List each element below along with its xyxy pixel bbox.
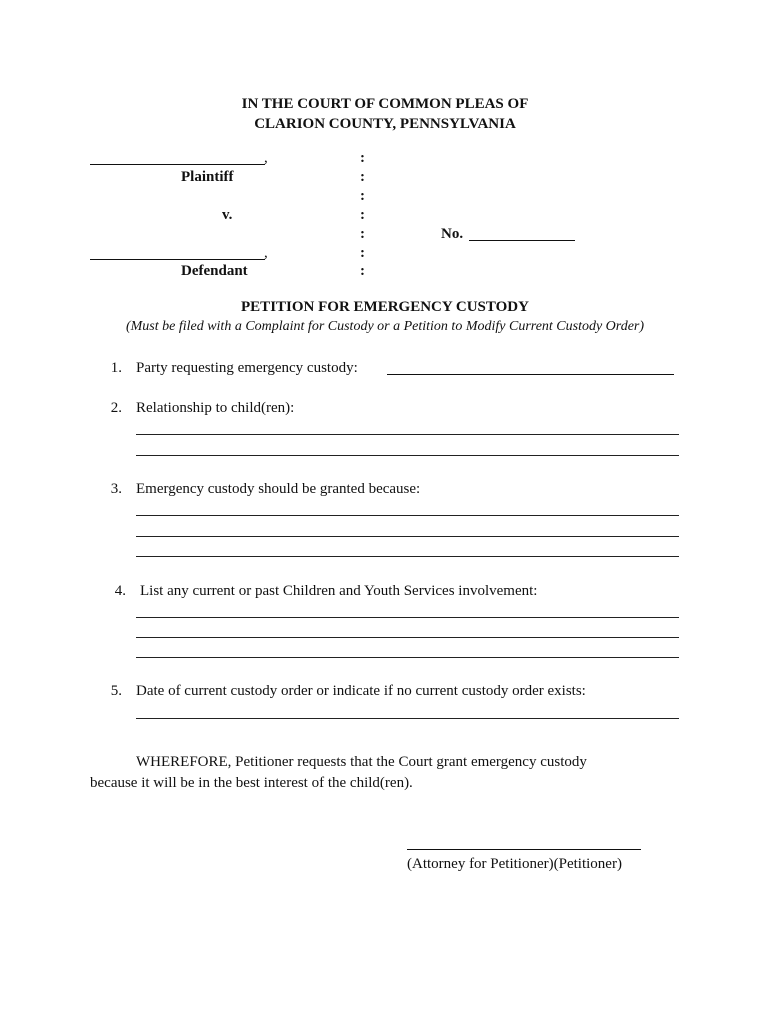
plaintiff-label: Plaintiff [181, 169, 234, 185]
signature-label: (Attorney for Petitioner)(Petitioner) [407, 856, 622, 872]
defendant-name-field[interactable] [90, 259, 265, 260]
grounds-answer-line[interactable] [136, 556, 679, 557]
cys-involvement-answer-line[interactable] [136, 617, 679, 618]
court-heading-line-2: CLARION COUNTY, PENNSYLVANIA [254, 116, 516, 132]
wherefore-line-1: WHEREFORE, Petitioner requests that the Court grant emergency custody [136, 754, 587, 770]
caption-colon: : [360, 150, 365, 166]
caption-colon: : [360, 245, 365, 261]
custody-order-date-answer-line[interactable] [136, 718, 679, 719]
party-requesting-field[interactable] [387, 374, 674, 375]
caption-colon: : [360, 207, 365, 223]
caption-colon: : [360, 226, 365, 242]
question-text: Relationship to child(ren): [136, 400, 295, 416]
petition-subtitle: (Must be filed with a Complaint for Custody or a Petition to Modify Current Custody Order) [125, 319, 645, 334]
defendant-label: Defendant [181, 263, 248, 279]
question-text: Party requesting emergency custody: [136, 360, 358, 376]
petition-title: PETITION FOR EMERGENCY CUSTODY [241, 299, 529, 315]
versus-label: v. [222, 207, 233, 223]
wherefore-line-2: because it will be in the best interest of the child(ren). [90, 775, 413, 791]
court-heading [0, 94, 770, 134]
grounds-answer-line[interactable] [136, 515, 679, 516]
question-number: 3. [110, 481, 122, 497]
defendant-comma: , [264, 245, 268, 261]
plaintiff-name-field[interactable] [90, 164, 265, 165]
cys-involvement-answer-line[interactable] [136, 657, 679, 658]
question-number: 1. [110, 360, 122, 376]
question-text: Emergency custody should be granted because: [136, 481, 421, 497]
caption-colon: : [360, 188, 365, 204]
caption-colon: : [360, 263, 365, 279]
relationship-answer-line[interactable] [136, 434, 679, 435]
case-number-label: No. [441, 226, 464, 242]
question-text: Date of current custody order or indicate if no current custody order exists: [136, 683, 586, 699]
relationship-answer-line[interactable] [136, 455, 679, 456]
signature-line[interactable] [407, 849, 641, 850]
question-number: 4. [114, 583, 126, 599]
question-text: List any current or past Children and Youth Services involvement: [140, 583, 538, 599]
question-number: 5. [110, 683, 122, 699]
question-number: 2. [110, 400, 122, 416]
caption-colon: : [360, 169, 365, 185]
court-heading-line-1: IN THE COURT OF COMMON PLEAS OF [241, 96, 529, 112]
grounds-answer-line[interactable] [136, 536, 679, 537]
cys-involvement-answer-line[interactable] [136, 637, 679, 638]
case-number-field[interactable] [469, 240, 575, 241]
plaintiff-comma: , [264, 150, 268, 166]
